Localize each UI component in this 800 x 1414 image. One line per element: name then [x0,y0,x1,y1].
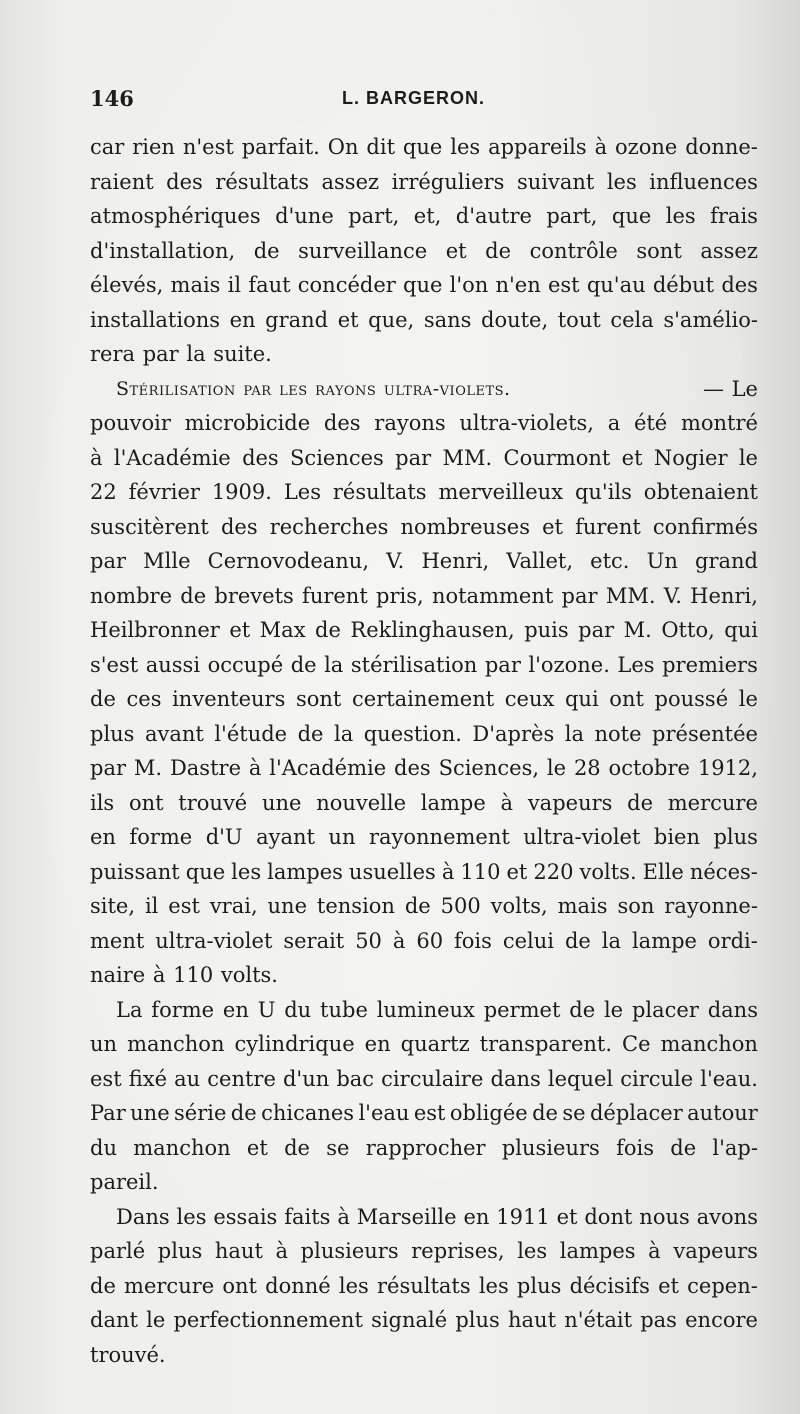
section-heading-tail: — Le [702,376,758,401]
text-line: à l'Académie des Sciences par MM. Courmont et Nogier le [90,445,758,470]
text-line: installations en grand et que, sans doute, tout cela s'amélio- [90,307,758,332]
paragraph-ultraviolet [90,372,758,993]
paragraph-marseille-trials [90,1200,758,1373]
text-line: nombre de brevets furent pris, notamment par MM. V. Henri, [90,583,758,608]
paragraph-ozone-conclusion [90,130,758,372]
text-line: ment ultra-violet serait 50 à 60 fois celui de la lampe ordi- [90,928,758,953]
text-line: par M. Dastre à l'Académie des Sciences, le 28 octobre 1912, [90,756,758,780]
text-line: dant le perfectionnement signalé plus haut n'était pas encore [90,1308,758,1332]
running-head-author: L. BARGERON. [342,88,486,108]
text-line: est fixé au centre d'un bac circulaire dans lequel circule l'eau. [90,1066,758,1091]
text-line: élevés, mais il faut concéder que l'on n'en est qu'au début des [90,273,758,297]
paragraph-u-tube [90,993,758,1200]
text-line: suscitèrent des recherches nombreuses et furent confirmés [90,514,758,539]
text-line: de ces inventeurs sont certainement ceux qui ont poussé le [90,687,758,711]
section-heading: Stérilisation par les rayons ultra-violets. [116,377,511,400]
text-line: en forme d'U ayant un rayonnement ultra-violet bien plus [90,825,758,849]
text-line: trouvé. [90,1342,166,1367]
text-line: parlé plus haut à plusieurs reprises, les lampes à vapeurs [90,1239,758,1263]
section-heading-line [90,372,758,407]
text-line: ils ont trouvé une nouvelle lampe à vapeurs de mercure [90,790,758,815]
text-line: plus avant l'étude de la question. D'après la note présentée [90,721,758,746]
text-line: par Mlle Cernovodeanu, V. Henri, Vallet, etc. Un grand [90,549,758,573]
text-line: atmosphériques d'une part, et, d'autre part, que les frais [90,204,758,228]
text-line: s'est aussi occupé de la stérilisation par l'ozone. Les premiers [90,652,758,677]
page-number: 146 [90,86,134,111]
body-text [90,130,758,1372]
text-line: La forme en U du tube lumineux permet de le placer dans [116,997,758,1022]
text-line: 22 février 1909. Les résultats merveilleux qu'ils obtenaient [90,480,758,504]
text-line: de mercure ont donné les résultats les plus décisifs et cepen- [90,1273,758,1298]
text-line: raient des résultats assez irréguliers suivant les influences [90,169,758,194]
text-line: Par une série de chicanes l'eau est obligée de se déplacer autour [90,1101,758,1125]
text-line: pouvoir microbicide des rayons ultra-violets, a été montré [90,411,758,435]
text-line: site, il est vrai, une tension de 500 volts, mais son rayonne- [90,894,758,918]
text-line: rera par la suite. [90,342,272,366]
text-line: du manchon et de se rapprocher plusieurs fois de l'ap- [90,1135,758,1160]
text-line: Heilbronner et Max de Reklinghausen, puis par M. Otto, qui [90,618,758,642]
text-line: car rien n'est parfait. On dit que les appareils à ozone donne- [90,135,758,159]
text-line: puissant que les lampes usuelles à 110 et 220 volts. Elle néces- [90,859,758,884]
running-head [90,86,730,120]
text-line: Dans les essais faits à Marseille en 1911 et dont nous avons [116,1204,758,1229]
text-line: un manchon cylindrique en quartz transparent. Ce manchon [90,1032,758,1056]
text-line: d'installation, de surveillance et de contrôle sont assez [90,238,758,263]
text-line: naire à 110 volts. [90,963,278,987]
text-line: pareil. [90,1170,159,1194]
